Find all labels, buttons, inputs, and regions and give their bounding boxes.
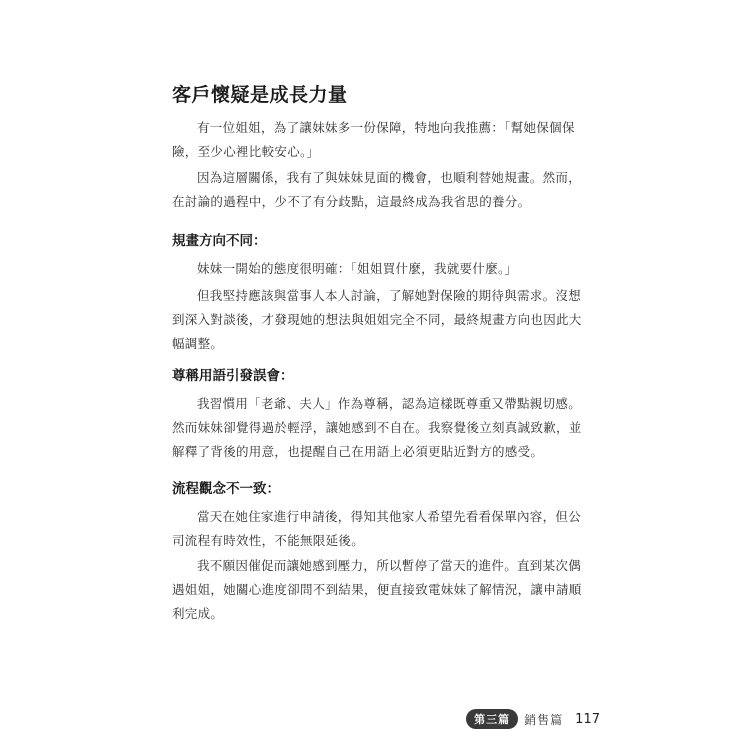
- chapter-badge: 第三篇: [466, 709, 518, 729]
- subheading-planning: 規畫方向不同：: [172, 233, 267, 249]
- process-paragraph-1: 當天在她住家進行申請後，得知其他家人希望先看看保單內容，但公司流程有時效性，不能無限延後。: [172, 509, 582, 548]
- subheading-honorific: 尊稱用語引發誤會：: [172, 368, 294, 384]
- process-paragraph-2: 我不願因催促而讓她感到壓力，所以暫停了當天的進件。直到某次偶遇姐姐，她關心進度卻問不到結果，便直接致電妹妹了解情況，讓申請順利完成。: [172, 558, 582, 621]
- intro-paragraph-2: 因為這層關係，我有了與妹妹見面的機會，也順利替她規畫。然而，在討論的過程中，少不了有分歧點，這最終成為我省思的養分。: [172, 170, 582, 209]
- intro-paragraph-1: 有一位姐姐，為了讓妹妹多一份保障，特地向我推薦：「幫她保個保險，至少心裡比較安心。」: [172, 120, 575, 159]
- section-title: 客戶懷疑是成長力量: [172, 84, 348, 106]
- honorific-paragraph: 我習慣用「老爺、夫人」作為尊稱，認為這樣既尊重又帶點親切感。然而妹妹卻覺得過於輕浮，讓她感到不自在。我察覺後立刻真誠致歉，並解釋了背後的用意，也提醒自己在用語上必須更貼近對方的感受。: [172, 396, 582, 459]
- page-footer: [466, 709, 600, 729]
- chapter-name: 銷售篇: [524, 712, 564, 727]
- planning-paragraph-1: 妹妹一開始的態度很明確：「姐姐買什麼，我就要什麼。」: [197, 261, 518, 276]
- planning-paragraph-2: 但我堅持應該與當事人本人討論，了解她對保險的期待與需求。沒想到深入對談後，才發現她的想法與姐姐完全不同，最終規畫方向也因此大幅調整。: [172, 288, 582, 351]
- subheading-process: 流程觀念不一致：: [172, 481, 280, 497]
- page-number: 117: [575, 711, 600, 727]
